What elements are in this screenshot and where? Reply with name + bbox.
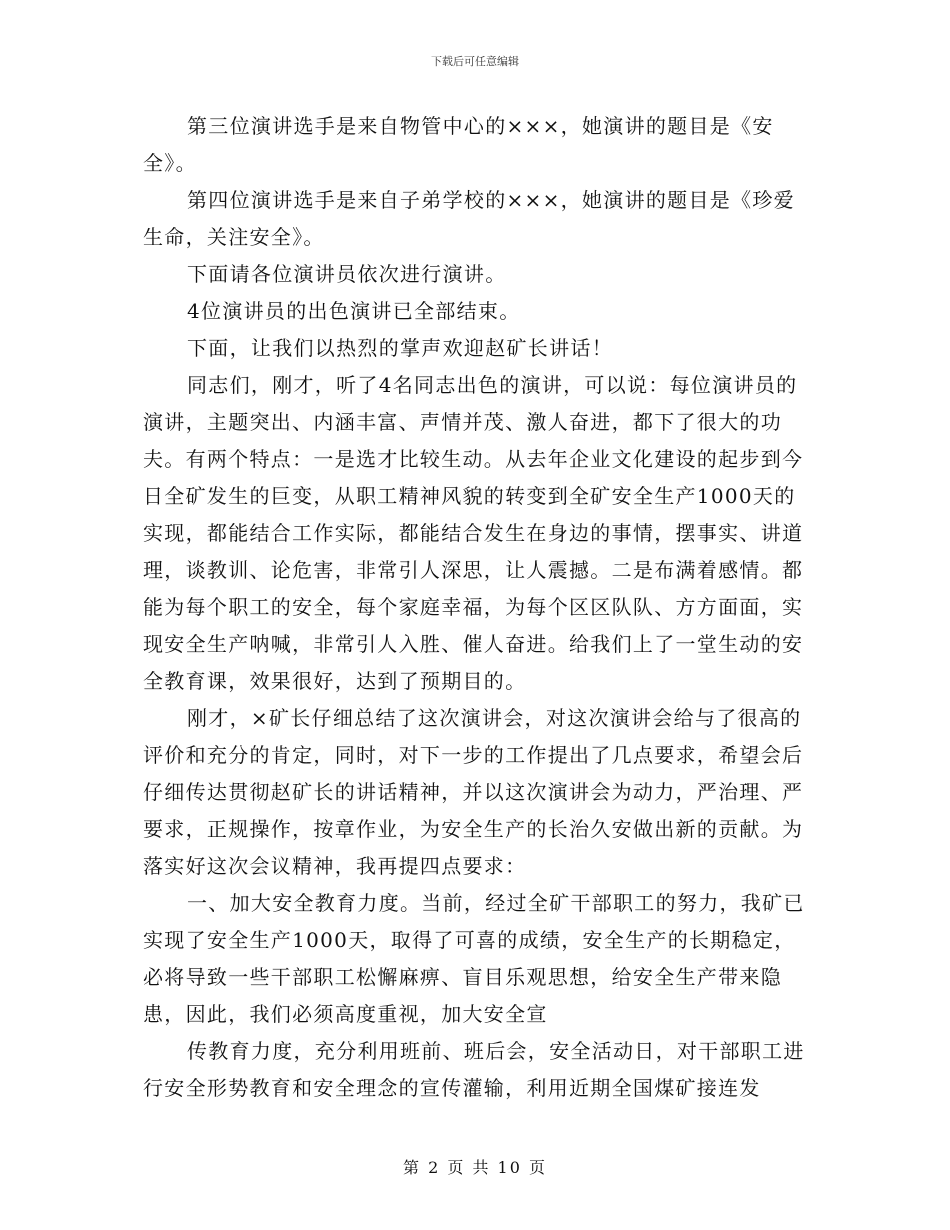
paragraph: 同志们，刚才，听了4名同志出色的演讲，可以说：每位演讲员的演讲，主题突出、内涵丰富、声情并茂、激人奋进，都下了很大的功夫。有两个特点：一是选才比较生动。从去年企业文化建设的起步到今日全矿发生的巨变，从职工精神风貌的转变到全矿安全生产1000天的实现，都能结合工作实际，都能结合发生在身边的事情，摆事实、讲道理，谈教训、论危害，非常引人深思，让人震撼。二是布满着感情。都能为每个职工的安全，每个家庭幸福，为每个区区队队、方方面面，实现安全生产呐喊，非常引人入胜、催人奋进。给我们上了一堂生动的安全教育课，效果很好，达到了预期目的。 — [143, 373, 804, 693]
paragraph: 刚才，×矿长仔细总结了这次演讲会，对这次演讲会给与了很高的评价和充分的肯定，同时，对下一步的工作提出了几点要求，希望会后仔细传达贯彻赵矿长的讲话精神，并以这次演讲会为动力，严治理、严要求，正规操作，按章作业，为安全生产的长治久安做出新的贡献。为落实好这次会议精神，我再提四点要求： — [143, 706, 804, 878]
paragraph: 下面请各位演讲员依次进行演讲。 — [187, 262, 507, 286]
paragraph: 传教育力度，充分利用班前、班后会，安全活动日，对干部职工进行安全形势教育和安全理念的宣传灌输，利用近期全国煤矿接连发 — [143, 1039, 805, 1100]
paragraph: 4位演讲员的出色演讲已全部结束。 — [187, 299, 521, 323]
page-header: 下载后可任意编辑 — [431, 55, 519, 68]
body-text — [143, 108, 807, 1107]
paragraph: 下面，让我们以热烈的掌声欢迎赵矿长讲话！ — [187, 336, 613, 360]
paragraph: 一、加大安全教育力度。当前，经过全矿干部职工的努力，我矿已实现了安全生产1000天，取得了可喜的成绩，安全生产的长期稳定，必将导致一些干部职工松懈麻痹、盲目乐观思想，给安全生产带来隐患，因此，我们必须高度重视，加大安全宣 — [143, 891, 805, 1026]
page-number-footer: 第 2 页 共 10 页 — [403, 1158, 547, 1177]
paragraph: 第四位演讲选手是来自子弟学校的×××，她演讲的题目是《珍爱生命，关注安全》。 — [143, 188, 795, 249]
paragraph: 第三位演讲选手是来自物管中心的×××，她演讲的题目是《安全》。 — [143, 114, 774, 175]
